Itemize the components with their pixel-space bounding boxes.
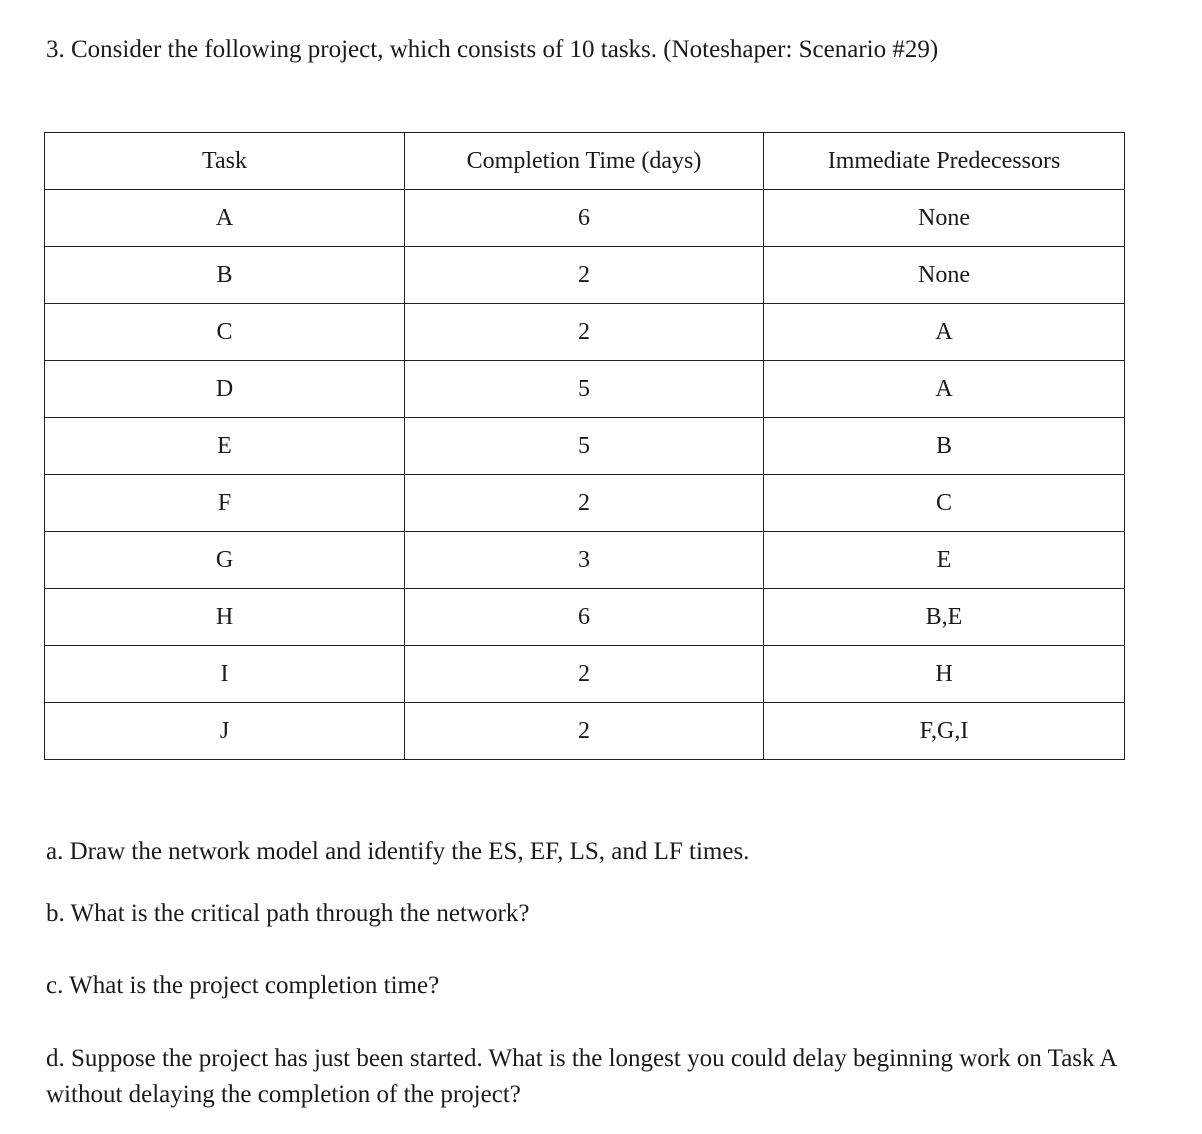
header-immediate-predecessors: Immediate Predecessors: [764, 133, 1125, 190]
table-row: [45, 361, 1125, 418]
question-d: d. Suppose the project has just been started. What is the longest you could delay beginning work on Task A without delaying the completion of the project?: [46, 1045, 1117, 1108]
task-cell: C: [45, 304, 405, 361]
time-cell: 6: [405, 190, 764, 247]
table-row: [45, 418, 1125, 475]
time-cell: 2: [405, 646, 764, 703]
predecessors-cell: C: [764, 475, 1125, 532]
time-cell: 2: [405, 475, 764, 532]
problem-heading: 3. Consider the following project, which consists of 10 tasks. (Noteshaper: Scenario #29): [46, 36, 939, 63]
task-cell: I: [45, 646, 405, 703]
question-b: b. What is the critical path through the network?: [46, 900, 530, 927]
predecessors-cell: A: [764, 361, 1125, 418]
predecessors-cell: F,G,I: [764, 703, 1125, 760]
header-task: Task: [45, 133, 405, 190]
time-cell: 2: [405, 247, 764, 304]
predecessors-cell: E: [764, 532, 1125, 589]
task-cell: D: [45, 361, 405, 418]
table-row: [45, 475, 1125, 532]
predecessors-cell: None: [764, 190, 1125, 247]
predecessors-cell: B: [764, 418, 1125, 475]
predecessors-cell: B,E: [764, 589, 1125, 646]
table-row: [45, 589, 1125, 646]
predecessors-cell: H: [764, 646, 1125, 703]
time-cell: 5: [405, 418, 764, 475]
task-cell: A: [45, 190, 405, 247]
predecessors-cell: None: [764, 247, 1125, 304]
table-row: [45, 304, 1125, 361]
time-cell: 6: [405, 589, 764, 646]
predecessors-cell: A: [764, 304, 1125, 361]
table-header-row: [45, 133, 1125, 190]
time-cell: 2: [405, 703, 764, 760]
task-cell: J: [45, 703, 405, 760]
time-cell: 5: [405, 361, 764, 418]
task-cell: B: [45, 247, 405, 304]
question-c: c. What is the project completion time?: [46, 972, 440, 999]
task-cell: H: [45, 589, 405, 646]
header-completion-time: Completion Time (days): [405, 133, 764, 190]
table-row: [45, 703, 1125, 760]
table-row: [45, 247, 1125, 304]
time-cell: 3: [405, 532, 764, 589]
task-table: [44, 132, 1125, 760]
question-a: a. Draw the network model and identify the ES, EF, LS, and LF times.: [46, 838, 750, 865]
table-row: [45, 532, 1125, 589]
table-row: [45, 646, 1125, 703]
task-cell: G: [45, 532, 405, 589]
task-cell: E: [45, 418, 405, 475]
time-cell: 2: [405, 304, 764, 361]
task-cell: F: [45, 475, 405, 532]
table-row: [45, 190, 1125, 247]
